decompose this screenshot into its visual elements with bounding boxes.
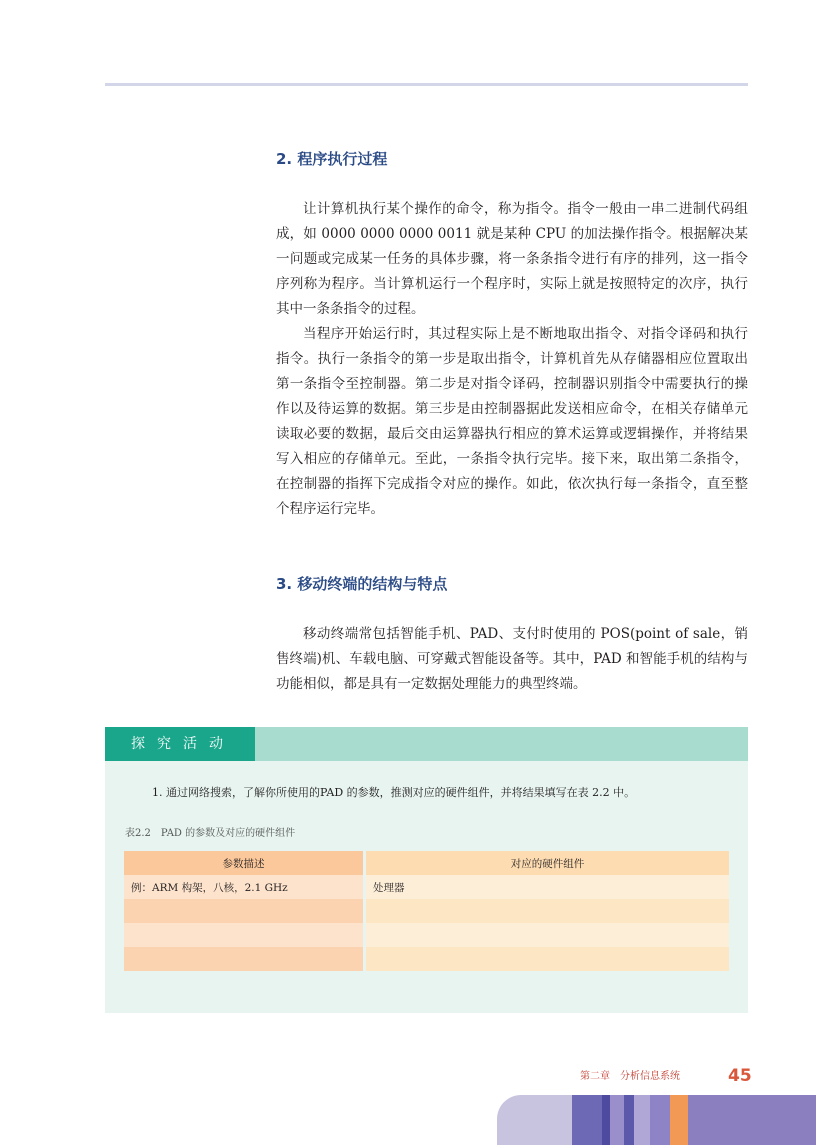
table-row (124, 875, 729, 899)
table-cell: 处理器 (366, 875, 729, 899)
column-header-component: 对应的硬件组件 (366, 851, 729, 875)
table-header-row (124, 851, 729, 875)
table-cell (366, 899, 729, 923)
table-cell (124, 899, 363, 923)
table-row (124, 899, 729, 923)
table-cell: 例：ARM 构架，八核，2.1 GHz (124, 875, 363, 899)
table-caption: 表2.2 PAD 的参数及对应的硬件组件 (125, 828, 296, 839)
activity-title: 探究活动 (105, 727, 255, 761)
section-2-paragraph-1: 让计算机执行某个操作的命令，称为指令。指令一般由一串二进制代码组成，如 0000 0000 0000 0011 就是某种 CPU 的加法操作指令。根据解决某一问题或完成某一任务的具体步骤，将一条条指令进行有序的排列，这一指令序列称为程序。当计算机运行一个程序时，实际上就是按照特定的次序，执行其中一条条指令的过程。 (276, 201, 748, 317)
section-3-paragraph-1: 移动终端常包括智能手机、PAD、支付时使用的 POS(point of sale，销售终端)机、车载电脑、可穿戴式智能设备等。其中，PAD 和智能手机的结构与功能相似，都是具有一定数据处理能力的典型终端。 (276, 626, 748, 692)
table-cell (366, 947, 729, 971)
inquiry-activity-box (105, 727, 748, 1013)
table-row (124, 947, 729, 971)
page-number: 45 (728, 1066, 752, 1086)
column-header-parameter: 参数描述 (124, 851, 363, 875)
footer-chapter-label: 第二章 分析信息系统 (580, 1071, 680, 1082)
table-cell (366, 923, 729, 947)
activity-task-text: 1. 通过网络搜索，了解你所使用的PAD 的参数，推测对应的硬件组件，并将结果填写在表 2.2 中。 (152, 786, 636, 799)
table-row (124, 923, 729, 947)
table-cell (124, 923, 363, 947)
section-3-heading: 3. 移动终端的结构与特点 (276, 575, 448, 593)
header-rule (105, 83, 748, 86)
section-2-paragraph-2: 当程序开始运行时，其过程实际上是不断地取出指令、对指令译码和执行指令。执行一条指令的第一步是取出指令，计算机首先从存储器相应位置取出第一条指令至控制器。第二步是对指令译码，控制器识别指令中需要执行的操作以及待运算的数据。第三步是由控制器据此发送相应命令，在相关存储单元读取必要的数据，最后交由运算器执行相应的算术运算或逻辑操作，并将结果写入相应的存储单元。至此，一条指令执行完毕。接下来，取出第二条指令，在控制器的指挥下完成指令对应的操作。如此，依次执行每一条指令，直至整个程序运行完毕。 (276, 326, 748, 517)
section-2-heading: 2. 程序执行过程 (276, 150, 388, 168)
table-cell (124, 947, 363, 971)
pad-parameter-table (124, 851, 729, 971)
